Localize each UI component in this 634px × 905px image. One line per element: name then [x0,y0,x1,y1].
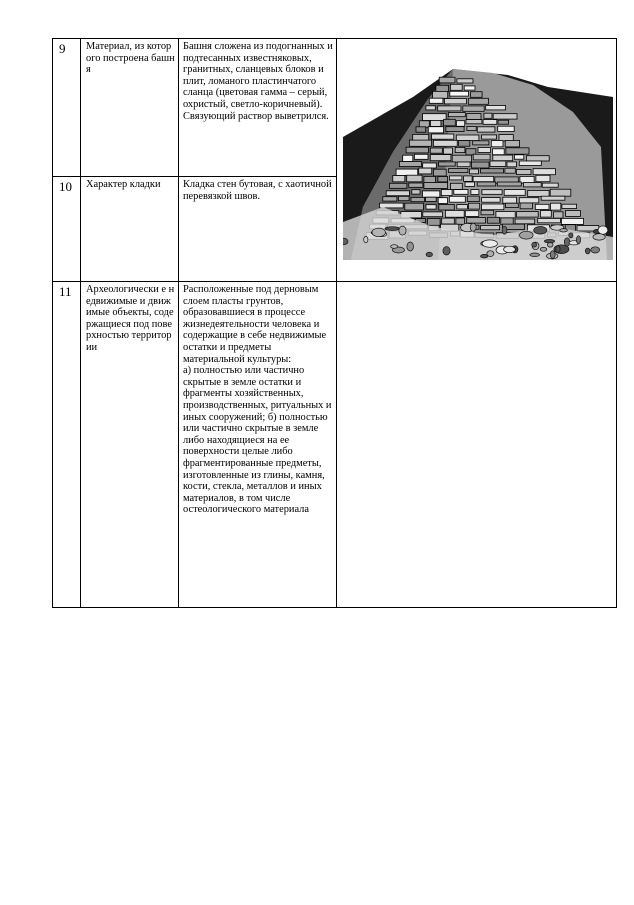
stone-block [430,120,441,126]
stone-block [551,203,561,210]
stone-block [454,190,468,195]
stone-block [506,203,519,207]
rubble-stone [550,251,555,259]
stone-block [541,196,565,200]
stone-block [439,162,456,166]
stone-block [482,190,502,195]
rubble-stone [443,247,450,255]
stone-block [465,182,475,186]
rubble-stone [591,247,600,253]
stone-block [482,198,501,203]
rubble-stone [372,228,385,237]
row-name-cell [81,177,179,282]
table-row [53,39,617,177]
stone-block [528,190,549,196]
stone-block [496,212,515,218]
stone-block [505,168,515,173]
stone-block [452,155,471,162]
stone-block [503,197,517,203]
row-number: 11 [59,284,72,299]
rubble-stone [482,240,497,247]
stone-block [398,196,409,200]
stone-block [439,204,455,210]
stone-block [465,211,479,217]
stone-block [493,114,517,119]
stone-block [520,176,534,183]
stone-block [523,183,541,187]
stone-tower-photo [343,57,613,260]
stone-block [467,126,476,130]
rubble-stone [470,223,476,231]
stone-block [507,162,516,167]
stone-block [445,210,464,217]
stone-block [433,169,446,176]
stone-block [456,121,464,127]
stone-block [473,154,490,160]
stone-block [457,79,473,83]
stone-block [450,91,469,96]
rubble-stone [407,242,414,251]
row-number: 9 [59,41,66,56]
row-name: Материал, из которого построена башня [86,41,175,76]
photo-cell [337,39,617,282]
description-paragraph: Расположенные под дерновым слоем пласты грунтов, образовавшиеся в процессе жизнедеятельности человека и содержащие в себе недвижимые остатки и предметы материальной культуры: [183,284,327,365]
stone-block [423,212,443,217]
stone-block [438,198,447,204]
stone-block [561,218,583,224]
stone-block [481,226,500,230]
stone-block [409,183,423,187]
stone-block [459,141,470,147]
stone-block [456,135,479,141]
stone-block [448,113,465,117]
stone-block [433,140,457,146]
stone-block [411,197,424,201]
stone-block [486,106,506,110]
stone-block [505,140,519,147]
stone-block [441,190,452,196]
row-number-cell [53,282,81,608]
stone-block [456,218,465,224]
stone-block [497,182,521,186]
stone-block [444,119,456,126]
stone-block [426,205,436,209]
stone-block [457,205,468,209]
stone-block [538,218,561,222]
stone-block [455,147,465,152]
stone-block [386,191,409,196]
stone-block [464,86,475,90]
stone-block [520,203,532,209]
stone-block [412,190,420,194]
stone-block [433,91,448,98]
stone-block [466,120,482,124]
stone-block [535,204,549,209]
stone-block [423,114,447,121]
row-number-cell [53,177,81,282]
stone-block [493,149,505,155]
stone-block [514,155,523,159]
stone-block [481,210,494,215]
rubble-stone [530,253,540,257]
rubble-stone [385,227,400,231]
stone-block [516,170,531,175]
row-number: 10 [59,179,72,194]
stone-block [493,155,513,161]
stone-block [419,121,429,127]
stone-block [444,99,466,104]
stone-block [467,196,479,201]
stone-block [423,191,440,197]
stone-block [416,127,426,132]
stone-block [506,148,529,154]
stone-block [468,203,479,209]
stone-block [396,169,418,175]
stone-block [515,219,535,224]
stone-block [409,140,431,146]
row-number-cell [53,39,81,177]
stone-block [542,183,558,187]
stone-block [424,176,436,182]
stone-block [566,211,581,217]
stone-block [483,120,497,125]
rubble-stone [532,242,537,247]
stone-block [436,85,449,91]
stone-block [490,161,506,166]
stone-block [423,163,437,168]
row-description-cell [179,39,337,177]
stone-block [482,204,504,210]
stone-block [429,98,443,103]
rubble-stone [487,251,494,257]
rubble-stone [593,234,605,240]
stone-block [449,169,468,173]
stone-block [498,126,515,131]
rubble-stone [576,236,580,244]
stone-block [470,169,479,174]
rubble-stone [504,246,516,252]
stone-block [477,127,495,132]
row-name-cell [81,39,179,177]
stone-block [471,190,479,195]
row-name: Археологически е недвижимые и движимые объекты, содержащиеся под поверхностью территории [86,284,175,353]
stone-block [473,141,489,145]
stone-block [457,162,470,167]
stone-block [562,204,577,208]
stone-block [427,219,440,226]
stone-block [438,177,448,182]
stone-block [442,218,455,224]
stone-block [498,120,509,124]
stone-block [428,127,443,133]
stone-block [468,98,488,104]
stone-block [473,176,494,181]
stone-block [536,175,550,181]
stone-block [426,197,437,201]
rubble-stone [556,246,560,253]
stone-block [482,135,497,139]
stone-block [526,156,549,161]
stone-block [487,217,499,223]
rubble-stone [399,226,406,235]
rubble-stone [534,227,547,235]
stone-block [438,106,461,111]
rubble-stone [547,243,553,248]
rubble-stone [585,248,590,254]
stone-block [403,155,413,161]
stone-block [439,77,455,83]
stone-block [432,134,454,139]
stone-block [407,175,422,182]
row-description-cell [179,177,337,282]
row-description [179,282,336,516]
stone-block [491,141,503,147]
stone-block [540,211,551,218]
stone-block [424,183,448,189]
stone-block [517,212,539,218]
stone-block [477,182,496,186]
stone-block [449,176,462,180]
rubble-stone [520,231,534,239]
stone-block [399,162,421,167]
stone-block [390,183,407,188]
stone-block [533,169,555,175]
stone-block [383,197,397,201]
rubble-stone [426,252,432,257]
stone-block [478,148,491,153]
stone-block [405,203,424,210]
stone-block [553,212,563,218]
stone-block [499,135,513,141]
stone-block [519,198,539,203]
rubble-stone [598,226,608,234]
monument-table [52,38,617,608]
stone-block [419,168,432,174]
stone-block [481,169,504,173]
stone-block [406,147,428,153]
stone-block [484,113,492,118]
description-paragraph: а) полностью или частично скрытые в земле остатки и фрагменты хозяйственных, производственных, ритуальных и иных сооружений; б) полностью или частично скрытые в земле либо находящиеся на ее поверхности целые либо фрагментированные предметы, изготовленные из глины, камня, кости, стекла, металлов и иных материалов, в том числе остеологического материала [183,365,332,516]
stone-block [426,106,435,110]
stone-block [393,176,405,182]
rubble-stone [560,229,568,232]
stone-block [467,114,481,120]
rubble-stone [569,233,573,238]
stone-block [450,84,462,90]
row-name-cell [81,282,179,608]
rubble-stone [391,245,398,249]
stone-block [464,176,473,182]
stone-block [504,190,525,196]
rubble-stone [364,236,368,242]
stone-block [430,148,442,153]
table-row [53,282,617,608]
empty-cell [337,282,617,608]
rubble-stone [540,247,547,251]
stone-block [467,218,486,224]
stone-block [550,189,571,196]
stone-block [430,155,451,161]
rubble-stone [343,238,348,244]
stone-block [449,196,465,202]
row-description: Башня сложена из подогнанных и подтесанных известняковых, гранитных, сланцевых блоков и плит, ломаного пластинчатого сланца (цветовая гамма – серый, охристый, светло-коричневый). Связующий раствор выветрился. [183,41,333,122]
stone-block [414,154,428,159]
stone-block [519,161,541,166]
stone-block [443,148,452,154]
row-description-cell [179,282,337,608]
row-description: Кладка стен бутовая, с хаотичной перевязкой швов. [183,179,332,202]
row-name: Характер кладки [86,179,161,190]
stone-block [446,127,464,132]
stone-block [463,106,484,111]
stone-block [451,183,463,189]
stone-block [472,162,489,168]
rubble-stone [502,226,507,234]
stone-block [470,92,482,98]
